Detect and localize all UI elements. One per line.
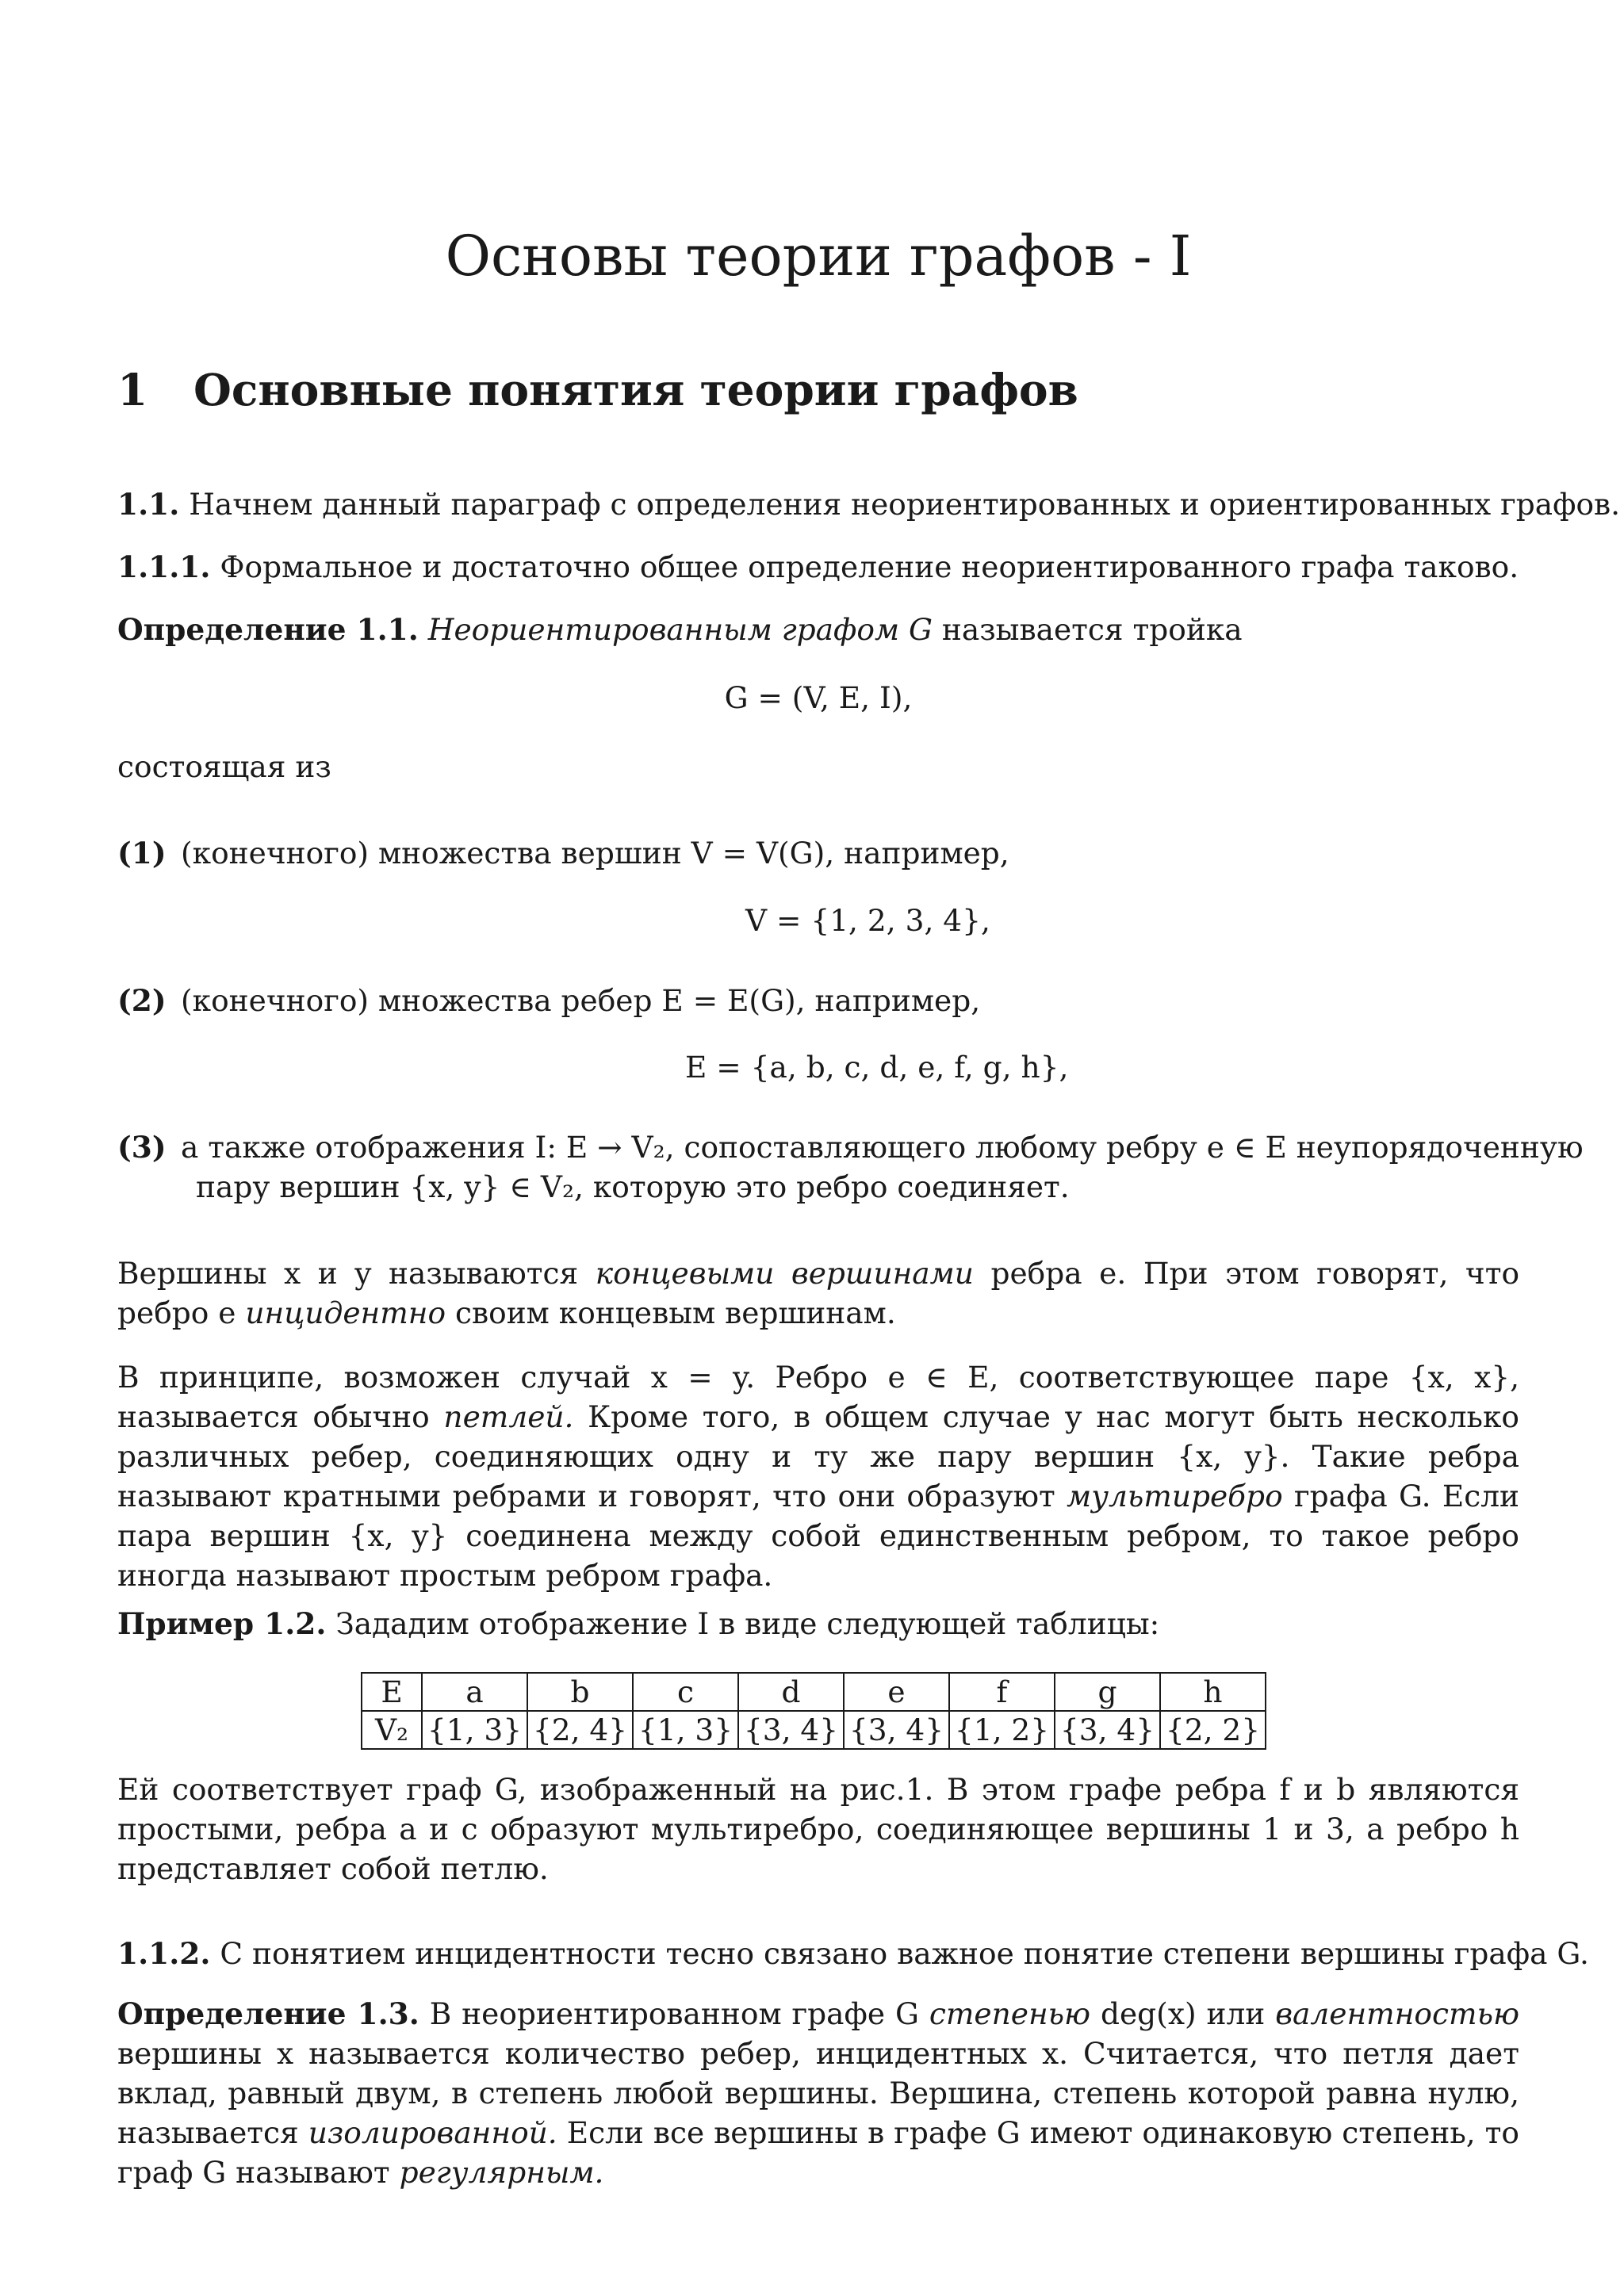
paragraph-label: 1.1.2. [117, 1936, 211, 1971]
term-loop: петлей. [443, 1399, 574, 1434]
table-cell: c [633, 1673, 738, 1711]
text-run: В принципе, возможен случай x = y. Ребро e ∈ E, соответствующее паре {x, x}, называется обычно [117, 1360, 1519, 1434]
term-incident: инцидентно [245, 1295, 446, 1330]
list-item [117, 981, 1519, 1020]
list-item-text: (конечного) множества ребер E = E(G), например, [181, 983, 981, 1018]
term-regular: регулярным. [399, 2155, 604, 2190]
list-item [117, 833, 1519, 873]
paragraph-graph-description: Ей соответствует граф G, изображенный на рис.1. В этом графе ребра f и b являются простыми, ребра a и c образуют мультиребро, соединяющее вершины 1 и 3, а ребро h представляет собой петлю. [117, 1772, 1519, 1886]
incidence-table [361, 1672, 1266, 1750]
table-cell: d [738, 1673, 844, 1711]
table-cell: V₂ [362, 1711, 422, 1749]
table-row [362, 1711, 1266, 1749]
page-title: Основы теории графов - I [445, 224, 1192, 289]
definition-term: Неориентированным графом [427, 612, 900, 647]
term-isolated: изолированной. [308, 2115, 557, 2150]
table-cell: E [362, 1673, 422, 1711]
table-cell: h [1160, 1673, 1266, 1711]
text-run: графа G. Если пара вершин {x, y} соединена между собой единственным ребром, то такое ребро иногда называют простым ребром графа. [117, 1479, 1520, 1593]
text-run: deg(x) или [1100, 1996, 1266, 2031]
formula-vertex-set: V = {1, 2, 3, 4}, [745, 903, 990, 938]
text-run: своим концевым вершинам. [455, 1295, 896, 1330]
text-run: Кроме того, в общем случае у нас могут быть несколько различных ребер, соединяющих одну и ту же пару вершин {x, y}. Такие ребра называют кратными ребрами и говорят, что они образуют [117, 1399, 1519, 1513]
formula-graph-triple: G = (V, E, I), [724, 680, 913, 715]
table-cell: {1, 2} [949, 1711, 1055, 1749]
section-number: 1 [117, 364, 148, 415]
table-cell: {3, 4} [844, 1711, 949, 1749]
paragraph-1-1-1 [117, 547, 1519, 587]
example-text: Зададим отображение I в виде следующей таблицы: [335, 1606, 1160, 1641]
table-cell: {3, 4} [1055, 1711, 1160, 1749]
paragraph-label: 1.1.1. [117, 549, 211, 584]
example-1-2 [117, 1604, 1519, 1644]
definition-1-1 [117, 610, 1519, 649]
table-cell: {1, 3} [633, 1711, 738, 1749]
table-cell: {2, 2} [1160, 1711, 1266, 1749]
table-cell: g [1055, 1673, 1160, 1711]
paragraph-text: Формальное и достаточно общее определение неориентированного графа таково. [220, 549, 1519, 584]
list-item-text: а также отображения I: E → V₂, сопоставляющего любому ребру e ∈ E неупорядоченную [181, 1130, 1584, 1165]
paragraph-label: 1.1. [117, 487, 180, 522]
text-run: ребра e. При этом говорят, что ребро e [117, 1256, 1520, 1330]
table-cell: {2, 4} [527, 1711, 633, 1749]
definition-var: G [908, 612, 933, 647]
paragraph-text: С понятием инцидентности тесно связано важное понятие степени вершины графа G. [220, 1936, 1589, 1971]
paragraph-1-1-2 [117, 1934, 1589, 1973]
definition-label: Определение 1.1. [117, 612, 419, 647]
list-item-text: (конечного) множества вершин V = V(G), например, [181, 836, 1009, 871]
table-cell: {1, 3} [422, 1711, 527, 1749]
definition-label: Определение 1.3. [117, 1996, 419, 2031]
formula-edge-set: E = {a, b, c, d, e, f, g, h}, [685, 1050, 1069, 1085]
table-cell: {3, 4} [738, 1711, 844, 1749]
paragraph-text: Начнем данный параграф с определения неориентированных и ориентированных графов. [189, 487, 1621, 522]
table-cell: f [949, 1673, 1055, 1711]
term-multiedge: мультиребро [1067, 1479, 1283, 1513]
term-degree: степенью [929, 1996, 1091, 2031]
table-cell: a [422, 1673, 527, 1711]
term-valency: валентностью [1275, 1996, 1520, 2031]
example-label: Пример 1.2. [117, 1606, 327, 1641]
text-run: вершины x называется количество ребер, инцидентных x. Считается, что петля дает вклад, равный двум, в степень любой вершины. Вершина, степень которой равна нулю, называется [117, 2036, 1519, 2150]
list-item [117, 1127, 1584, 1167]
term-end-vertices: концевыми вершинами [595, 1256, 974, 1291]
paragraph-end-vertices [117, 1253, 1519, 1333]
text-run: Вершины x и y называются [117, 1256, 579, 1291]
list-item-continuation: пару вершин {x, y} ∈ V₂, которую это ребро соединяет. [196, 1169, 1070, 1204]
list-item-label: (2) [117, 983, 167, 1018]
section-heading [117, 358, 1078, 422]
definition-1-3 [117, 1994, 1519, 2192]
section-title: Основные понятия теории графов [193, 364, 1078, 415]
paragraph-loops [117, 1357, 1519, 1595]
definition-text: называется тройка [941, 612, 1243, 647]
text-run: В неориентированном графе G [429, 1996, 919, 2031]
table-cell: b [527, 1673, 633, 1711]
list-item-label: (3) [117, 1130, 167, 1165]
table-header-row [362, 1673, 1266, 1711]
table-cell: e [844, 1673, 949, 1711]
definition-continuation: состоящая из [117, 749, 331, 784]
paragraph-1-1 [117, 484, 1621, 524]
list-item-label: (1) [117, 836, 167, 871]
text-run: Если все вершины в графе G имеют одинаковую степень, то граф G называют [117, 2115, 1520, 2190]
